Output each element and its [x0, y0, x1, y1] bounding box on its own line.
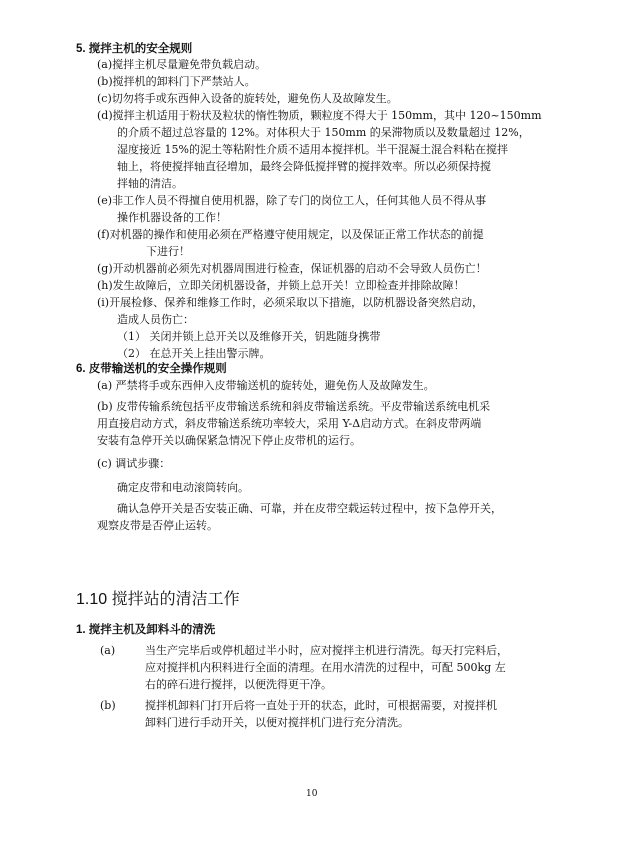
rule-6b-line-3: 安装有急停开关以确保紧急情况下停止皮带机的运行。 [97, 434, 361, 447]
rule-5i-sub-2: （2） 在总开关上挂出警示牌。 [117, 347, 271, 360]
rule-6c-step-2-line-1: 确认急停开关是否安装正确、可靠，并在皮带空载运转过程中，按下急停开关， [117, 502, 502, 515]
rule-5d-line-3: 湿度接近 15%的泥土等粘附性介质不适用本搅拌机。半干混凝土混合料粘在搅拌 [117, 143, 508, 156]
rule-6a: (a) 严禁将手或东西伸入皮带输送机的旋转处，避免伤人及故障发生。 [97, 379, 435, 392]
rule-5f-line-1: (f)对机器的操作和使用必须在严格遵守使用规定，以及保证正常工作状态的前提 [97, 228, 484, 241]
clean-b-line-2: 卸料门进行手动开关，以便对搅拌机门进行充分清洗。 [145, 716, 409, 729]
rule-5e-line-1: (e)非工作人员不得擅自使用机器，除了专门的岗位工人，任何其他人员不得从事 [97, 194, 487, 207]
rule-6b-line-1: (b) 皮带传输系统包括平皮带输送系统和斜皮带输送系统。平皮带输送系统电机采 [97, 400, 491, 413]
rule-5d-line-1: (d)搅拌主机适用于粉状及粒状的惰性物质，颗粒度不得大于 150mm，其中 120~150mm [97, 109, 542, 122]
rule-6b-line-2: 用直接启动方式，斜皮带输送系统功率较大，采用 Y-Δ启动方式。在斜皮带两端 [97, 417, 482, 430]
clean-a-line-2: 应对搅拌机内积料进行全面的清理。在用水清洗的过程中，可配 500kg 左 [145, 661, 506, 674]
rule-5d-line-2: 的介质不超过总容量的 12%。对体积大于 150mm 的呆滞物质以及数量超过 12%， [117, 126, 530, 139]
section-5-heading: 5. 搅拌主机的安全规则 [76, 43, 193, 55]
rule-5i-line-2: 造成人员伤亡： [117, 313, 194, 326]
section-6-heading: 6. 皮带输送机的安全操作规则 [76, 363, 227, 375]
clean-b-line-1: 搅拌机卸料门打开后将一直处于开的状态，此时，可根据需要，对搅拌机 [145, 699, 497, 712]
clean-b-label: (b) [100, 699, 116, 712]
rule-5a: (a)搅拌主机尽量避免带负载启动。 [97, 58, 267, 71]
rule-5g: (g)开动机器前必须先对机器周围进行检查，保证机器的启动不会导致人员伤亡！ [97, 262, 487, 275]
clean-a-label: (a) [100, 644, 116, 657]
clean-a-line-3: 右的碎石进行搅拌，以便洗得更干净。 [145, 678, 332, 691]
rule-5b: (b)搅拌机的卸料门下严禁站人。 [97, 75, 256, 88]
rule-5f-line-2: 下进行！ [146, 245, 190, 258]
subsection-1-heading: 1. 搅拌主机及卸料斗的清洗 [76, 624, 216, 636]
clean-a-line-1: 当生产完毕后或停机超过半小时，应对搅拌主机进行清洗。每天打完料后， [145, 644, 508, 657]
rule-5d-line-4: 轴上，将使搅拌轴直径增加，最终会降低搅拌臂的搅拌效率。所以必须保持搅 [117, 160, 491, 173]
rule-5i-line-1: (i)开展检修、保养和维修工作时，必须采取以下措施，以防机器设备突然启动， [97, 296, 484, 309]
rule-6c: (c) 调试步骤： [97, 457, 171, 470]
rule-5c: (c)切勿将手或东西伸入设备的旋转处，避免伤人及故障发生。 [97, 92, 398, 105]
rule-6c-step-1: 确定皮带和电动滚筒转向。 [117, 481, 249, 494]
rule-6c-step-2-line-2: 观察皮带是否停止运转。 [97, 519, 218, 532]
rule-5d-line-5: 拌轴的清洁。 [117, 177, 183, 190]
section-1-10-title: 1.10 搅拌站的清洁工作 [76, 591, 240, 608]
rule-5i-sub-1: （1） 关闭并锁上总开关以及维修开关，钥匙随身携带 [117, 330, 381, 343]
page-number: 10 [306, 789, 318, 799]
rule-5e-line-2: 操作机器设备的工作！ [117, 211, 227, 224]
rule-5h: (h)发生故障后，立即关闭机器设备，并锁上总开关！立即检查并排除故障！ [97, 279, 465, 292]
